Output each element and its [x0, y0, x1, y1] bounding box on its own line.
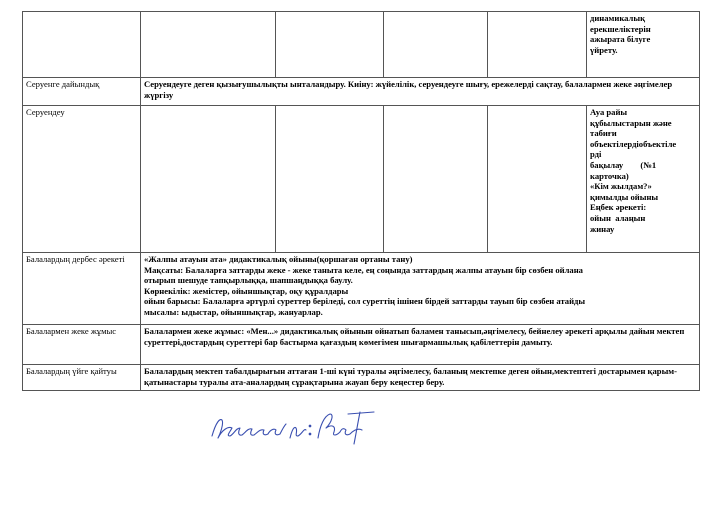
- text-line: мысалы: ыдыстар, ойыншықтар, жануарлар.: [144, 306, 323, 317]
- empty-cell: [23, 12, 141, 78]
- text-line: Ауа райы: [590, 107, 628, 117]
- table-row: [23, 12, 700, 78]
- row-label-preparation: Серуенге дайындық: [23, 78, 141, 106]
- text-line: Мақсаты: Балаларға заттарды жеке - жеке таныта келе, ең соңында заттардың жалпы атауын бір сөзбен ойлана: [144, 264, 583, 275]
- text-line: құбылыстарын және: [590, 117, 672, 128]
- table-row: [23, 365, 700, 391]
- text-line: ажырата білуге: [590, 34, 651, 45]
- text-line: карточка): [590, 170, 629, 181]
- table-row: [23, 253, 700, 325]
- row-label-individual: Балалармен жеке жұмыс: [23, 325, 141, 365]
- text-line: Еңбек әрекеті:: [590, 202, 647, 213]
- text-line: отырып шешуде тапқырлыққа, шапшаңдыққа баулу.: [144, 275, 353, 286]
- handwritten-signature-icon: [208, 408, 378, 448]
- row-label-walk: Серуендеу: [23, 106, 141, 253]
- text-line: жинау: [590, 223, 615, 234]
- walk-activities-cell: [587, 106, 700, 253]
- text-line: бақылау (№1: [590, 159, 657, 170]
- text-line: рді: [590, 149, 602, 160]
- preparation-content: Серуендеуге деген қызығушылықты ынталандыру. Киіну: жүйелілік, серуендеуге шығу, ережелерді сақтау, балалармен жеке әңгімелер жүргізу: [141, 78, 700, 106]
- text-line: қимылды ойыны: [590, 191, 659, 202]
- text-line: «Жалпы атауын ата» дидактикалық ойыны(қоршаған ортаны тану): [144, 254, 413, 264]
- daily-plan-table: [22, 11, 700, 391]
- empty-cell: [488, 106, 587, 253]
- row-label-going-home: Балалардың үйге қайтуы: [23, 365, 141, 391]
- empty-cell: [276, 106, 384, 253]
- empty-cell: [488, 12, 587, 78]
- empty-cell: [141, 106, 276, 253]
- going-home-content: Балалардың мектеп табалдырығын аттаған 1-ші күні туралы әңгімелесу, баланың мектепке деген ойын,мектептегі достарымен қарым-қатынастары туралы ата-аналардың сұрақтарына жауап беру кеңестер беру.: [141, 365, 700, 391]
- table-row: [23, 106, 700, 253]
- text-line: ойын алаңын: [590, 212, 646, 223]
- row-label-independent: Балалардың дербес әрекеті: [23, 253, 141, 325]
- empty-cell: [276, 12, 384, 78]
- top-fragment-cell: [587, 12, 700, 78]
- independent-content: [141, 253, 700, 325]
- empty-cell: [384, 106, 488, 253]
- text-line: ойын барысы: Балаларға әртүрлі суреттер беріледі, сол суреттің ішінен бірдей заттарды тауып бір сөзбен атайды: [144, 296, 586, 307]
- empty-cell: [141, 12, 276, 78]
- text-line: объектілердіобъектіле: [590, 138, 677, 149]
- empty-cell: [384, 12, 488, 78]
- text-line: үйрету.: [590, 44, 618, 55]
- text-line: табиғи: [590, 128, 617, 139]
- individual-content: Балалармен жеке жұмыс: «Мен...» дидактикалық ойынын ойнатып баламен танысып,әңгімелесу, бейнелеу әрекеті арқылы дайын мектеп суреттері,достардың суреттері бар бастырма қағаздың көмегімен шығармашылық қабілеттерін дамыту.: [141, 325, 700, 365]
- table-row: [23, 78, 700, 106]
- table-row: [23, 325, 700, 365]
- text-line: ерекшеліктерін: [590, 23, 651, 34]
- text-line: «Кім жылдам?»: [590, 181, 652, 192]
- text-line: Көрнекілік: жемістер, ойыншықтар, оқу құралдары: [144, 285, 349, 296]
- text-line: динамикалық: [590, 13, 646, 23]
